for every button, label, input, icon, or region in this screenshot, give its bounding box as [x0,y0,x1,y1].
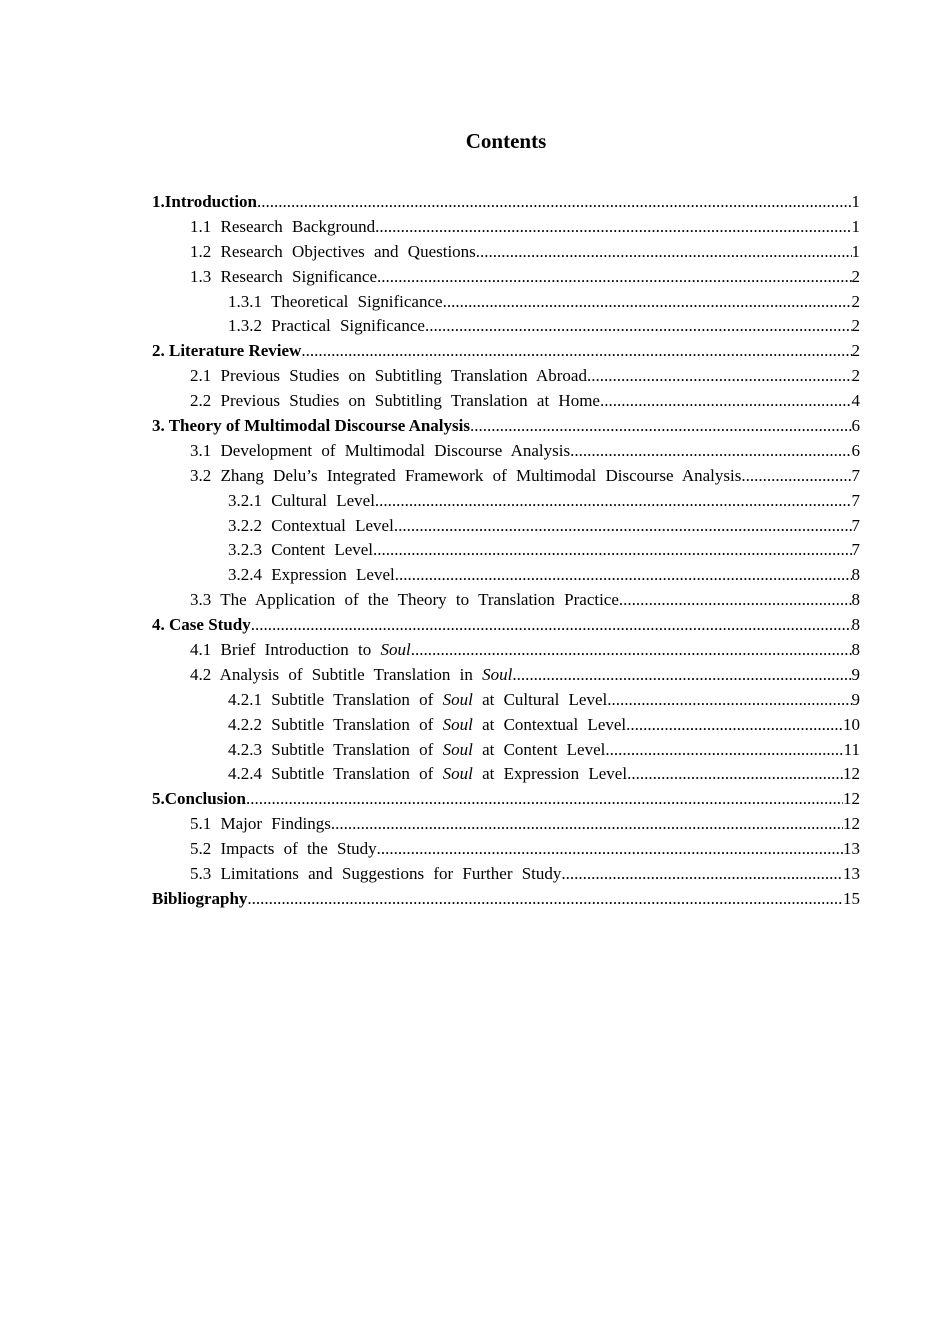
toc-page-number: 7 [851,540,860,560]
toc-entry-italic-title: Soul [442,764,473,784]
table-of-contents [152,190,860,912]
toc-entry-title [228,738,605,763]
toc-entry[interactable] [152,713,860,738]
toc-entry-text: Introduction [164,192,258,211]
dot-leader [247,887,843,912]
toc-entry[interactable] [152,190,860,215]
toc-entry[interactable] [152,638,860,663]
toc-entry-number: 3.1 [190,440,212,460]
toc-entry[interactable] [152,290,860,315]
toc-entry-text: Bibliography [152,888,248,908]
toc-entry-title [190,265,377,290]
dot-leader [605,738,843,763]
toc-entry[interactable] [152,762,860,787]
toc-entry[interactable] [152,389,860,414]
toc-entry-number: 2. [152,341,165,361]
toc-entry-number: 5.1 [190,814,212,834]
toc-entry-number: 4.2.2 [228,714,262,734]
dot-leader [619,588,852,613]
toc-entry-number: 4. [152,615,165,635]
toc-page-number: 13 [843,864,860,884]
toc-entry-title [190,464,741,489]
dot-leader [600,389,852,414]
toc-entry-text-suffix: at Content Level [472,739,606,759]
toc-entry-title [228,713,626,738]
toc-page-number: 7 [851,490,860,510]
toc-entry-text: Limitations and Suggestions for Further Study [220,864,562,884]
toc-entry-title [228,314,425,339]
dot-leader [741,464,851,489]
dot-leader [476,240,852,265]
toc-page-number: 2 [851,366,860,386]
dot-leader [626,713,843,738]
toc-entry-title [152,787,246,812]
toc-entry[interactable] [152,688,860,713]
toc-page-number: 2 [851,291,860,311]
toc-entry-title [228,563,395,588]
toc-page-number: 9 [851,689,860,709]
toc-entry[interactable] [152,364,860,389]
toc-entry-title [190,389,600,414]
toc-page-number: 9 [851,664,860,684]
dot-leader [561,862,843,887]
toc-entry-text: Impacts of the Study [220,839,377,859]
dot-leader [607,688,851,713]
toc-entry-number: 5. [152,789,165,809]
toc-entry[interactable] [152,738,860,763]
toc-entry-text: Subtitle Translation of [271,764,443,784]
toc-page-number: 1 [851,192,860,211]
toc-entry[interactable] [152,339,860,364]
toc-page-number: 1 [851,241,860,261]
toc-entry[interactable] [152,812,860,837]
dot-leader [246,787,843,812]
toc-entry[interactable] [152,663,860,688]
toc-entry-text: Practical Significance [271,316,425,336]
toc-entry-number: 3.2.1 [228,490,262,510]
toc-page-number: 10 [843,714,860,734]
toc-entry-title [228,489,375,514]
toc-entry-title [228,290,443,315]
dot-leader [251,613,852,638]
toc-entry[interactable] [152,240,860,265]
toc-entry-text: Research Significance [220,266,378,286]
toc-entry-number: 4.2.1 [228,689,262,709]
toc-entry-number: 2.1 [190,366,212,386]
toc-entry-number: 3.3 [190,590,212,610]
toc-page-number: 8 [851,640,860,660]
toc-entry-text: Case Study [169,615,251,635]
dot-leader [395,563,852,588]
toc-entry[interactable] [152,514,860,539]
toc-entry-title [190,812,331,837]
toc-entry-text: Expression Level [271,565,395,585]
toc-entry-text: Subtitle Translation of [271,689,443,709]
toc-entry-number: 4.2.3 [228,739,262,759]
toc-entry-text: Cultural Level [271,490,375,510]
toc-entry-title [190,215,375,240]
toc-entry-number: 1.3 [190,266,212,286]
toc-entry-number: 1.3.1 [228,291,262,311]
dot-leader [377,265,851,290]
dot-leader [587,364,852,389]
toc-entry-text: Brief Introduction to [220,640,381,660]
toc-entry-title [190,364,587,389]
toc-page-number: 12 [843,814,860,834]
toc-entry-title [190,837,377,862]
toc-page-number: 7 [851,465,860,485]
toc-entry-number: 3.2.2 [228,515,262,535]
toc-entry-title [228,514,394,539]
toc-entry-number: 1.3.2 [228,316,262,336]
toc-page-number: 8 [851,565,860,585]
toc-page-number: 8 [851,590,860,610]
toc-entry[interactable] [152,613,860,638]
toc-entry-text: Research Objectives and Questions [220,241,476,261]
toc-entry[interactable] [152,439,860,464]
toc-entry-title [152,339,301,364]
toc-entry-italic-title: Soul [442,689,473,709]
toc-entry-number: 4.2.4 [228,764,262,784]
toc-entry[interactable] [152,464,860,489]
toc-entry-italic-title: Soul [442,739,473,759]
toc-entry-number: 4.2 [190,664,212,684]
toc-entry-italic-title: Soul [442,714,473,734]
toc-entry-number: 1.2 [190,241,212,261]
toc-entry[interactable] [152,837,860,862]
toc-entry-number: 5.3 [190,864,212,884]
toc-entry-number: 3.2.4 [228,565,262,585]
toc-entry[interactable] [152,489,860,514]
toc-page-number: 2 [851,316,860,336]
dot-leader [425,314,852,339]
toc-entry-italic-title: Soul [482,664,513,684]
toc-entry[interactable] [152,314,860,339]
toc-entry-text: Major Findings [220,814,331,834]
toc-entry-number: 4.1 [190,640,212,660]
toc-entry[interactable] [152,887,860,912]
dot-leader [443,290,852,315]
toc-entry-number: 3.2.3 [228,540,262,560]
toc-entry-text: Development of Multimodal Discourse Analysis [220,440,571,460]
toc-page-number: 12 [843,764,860,784]
toc-entry-title [228,762,627,787]
dot-leader [512,663,851,688]
toc-entry[interactable] [152,588,860,613]
dot-leader [301,339,851,364]
toc-entry-title [228,538,373,563]
toc-entry-title [190,638,411,663]
toc-entry-title [190,240,476,265]
toc-entry-title [152,414,470,439]
toc-entry[interactable] [152,414,860,439]
toc-entry-title [190,439,570,464]
toc-entry-title [190,588,619,613]
toc-page-number: 6 [851,416,860,436]
toc-entry-title [152,887,247,912]
toc-entry[interactable] [152,265,860,290]
toc-entry-text-suffix: at Contextual Level [472,714,627,734]
toc-page-number: 2 [851,266,860,286]
toc-entry-text: Content Level [271,540,374,560]
toc-entry-text-suffix: at Expression Level [472,764,628,784]
toc-entry-title [152,613,251,638]
dot-leader [375,489,852,514]
toc-entry-number: 1. [152,192,165,211]
toc-entry-text: Theoretical Significance [270,291,443,311]
page-title: Contents [465,129,547,153]
toc-entry-text-suffix: at Cultural Level [472,689,608,709]
toc-entry-text: Previous Studies on Subtitling Translation Abroad [220,366,587,386]
toc-page-number: 15 [843,888,860,908]
dot-leader [377,837,843,862]
toc-entry-number: 3.2 [190,465,212,485]
toc-page-number: 2 [851,341,860,361]
toc-entry-italic-title: Soul [380,640,411,660]
toc-entry-number: 2.2 [190,391,212,411]
toc-page-number: 6 [851,440,860,460]
toc-entry-number: 3. [152,416,165,436]
toc-entry-text: Contextual Level [271,515,394,535]
dot-leader [375,215,851,240]
toc-page-number: 13 [843,839,860,859]
toc-entry-title [190,862,561,887]
toc-entry[interactable] [152,538,860,563]
toc-entry-number: 5.2 [190,839,212,859]
dot-leader [411,638,852,663]
toc-entry-text: Subtitle Translation of [271,739,443,759]
toc-page-number: 8 [851,615,860,635]
toc-page-number: 4 [851,391,860,411]
toc-entry-text: Literature Review [169,341,302,361]
dot-leader [627,762,843,787]
toc-entry-text: The Application of the Theory to Translation Practice [220,590,619,610]
toc-page-number: 7 [851,515,860,535]
dot-leader [470,414,852,439]
toc-entry-text: Theory of Multimodal Discourse Analysis [168,416,470,436]
toc-page-number: 11 [843,739,860,759]
toc-entry-text: Subtitle Translation of [271,714,443,734]
toc-entry-text: Zhang Delu’s Integrated Framework of Multimodal Discourse Analysis [220,465,742,485]
toc-entry-text: Analysis of Subtitle Translation in [219,664,483,684]
toc-page-number: 1 [851,216,860,236]
toc-entry[interactable] [152,787,860,812]
toc-page-number: 12 [843,789,860,809]
toc-entry-title [190,663,512,688]
dot-leader [331,812,843,837]
toc-entry[interactable] [152,215,860,240]
toc-entry-text: Previous Studies on Subtitling Translation at Home [220,391,600,411]
toc-entry[interactable] [152,862,860,887]
toc-entry-text: Conclusion [164,789,246,809]
toc-entry-title [228,688,607,713]
dot-leader [394,514,852,539]
toc-entry[interactable] [152,563,860,588]
toc-entry-number: 1.1 [190,216,212,236]
dot-leader [373,538,851,563]
toc-entry-text: Research Background [220,216,376,236]
dot-leader [257,190,851,215]
dot-leader [570,439,851,464]
toc-entry-title [152,190,257,215]
